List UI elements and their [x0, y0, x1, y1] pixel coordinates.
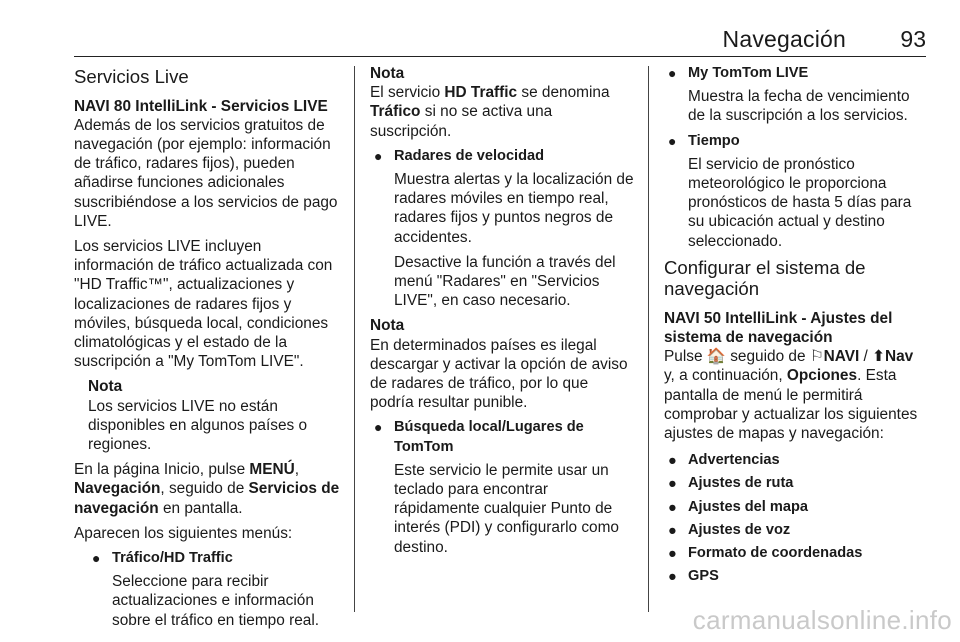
bullet-icon: ● [668, 499, 677, 516]
list-item [664, 567, 928, 586]
list-item [664, 64, 928, 126]
list-item-text: Este servicio le permite usar un teclado para encontrar rápidamente cualquier Punto de interés (PDI) y configurarlo como destino. [394, 461, 619, 556]
list-item-label: Ajustes de voz [688, 521, 791, 538]
list-item-label: Ajustes de ruta [688, 475, 794, 492]
column-divider-2 [648, 66, 649, 612]
column-2 [370, 64, 634, 563]
note-box [370, 64, 634, 141]
note-box [370, 316, 634, 412]
list-item-text: El servicio de pronóstico meteorológico le proporciona pronósticos de hasta 5 días para su ubicación actual y destino seleccionado. [688, 155, 912, 250]
column-3 [664, 64, 928, 590]
note-title: Nota [88, 378, 123, 396]
bullet-icon: ● [668, 522, 677, 539]
subsection-heading: NAVI 50 IntelliLink - Ajustes del sistema de navegación [664, 309, 893, 347]
note-title: Nota [370, 317, 405, 335]
nav-label: ⬆Nav [872, 348, 914, 366]
paragraph: Aparecen los siguientes menús: [74, 524, 293, 542]
list-item-label: GPS [688, 568, 719, 585]
paragraph: Los servicios LIVE incluyen información de tráfico actualizada con "HD Traffic™", actualizaciones y localizaciones de radares fijos y móviles, búsqueda local, condiciones climatológicas y el estado de la suscripción a "My TomTom LIVE". [74, 237, 333, 371]
section-heading: Servicios Live [74, 66, 189, 87]
note-text: En determinados países es ilegal descargar y activar la opción de aviso de radares de tráfico, por lo que podría resultar punible. [370, 336, 628, 412]
bullet-icon: ● [92, 549, 101, 566]
list-item-title: Tiempo [688, 132, 740, 149]
subsection-heading: NAVI 80 IntelliLink - Servicios LIVE [74, 97, 328, 115]
page-header [74, 26, 926, 56]
list-item-label: Advertencias [688, 452, 780, 469]
bullet-icon: ● [668, 132, 677, 149]
section-heading: Configurar el sistema de navegación [664, 256, 866, 300]
list-item-text: Desactive la función a través del menú "Radares" en "Servicios LIVE", en caso necesario. [394, 253, 616, 310]
settings-list [664, 451, 928, 586]
list-item [664, 474, 928, 493]
list-item [74, 549, 344, 630]
list-item-text: Seleccione para recibir actualizaciones e información sobre el tráfico en tiempo real. [112, 573, 320, 629]
list-item-title: My TomTom LIVE [688, 65, 809, 81]
note-text: El servicio HD Traffic se denomina Tráfico si no se activa una suscripción. [370, 84, 610, 140]
list-item [664, 132, 928, 251]
list-item [664, 498, 928, 517]
bullet-icon: ● [374, 419, 383, 436]
note-text: Los servicios LIVE no están disponibles en algunos países o regiones. [88, 397, 308, 453]
watermark: carmanualsonline.info [692, 605, 952, 635]
list-item-label: Ajustes del mapa [688, 498, 809, 515]
list-item [370, 147, 634, 311]
home-icon: 🏠 [706, 348, 726, 366]
list-item-text: Muestra alertas y la localización de radares móviles en tiempo real, radares fijos y puntos negros de accidentes. [394, 171, 634, 246]
bullet-icon: ● [668, 65, 677, 81]
bullet-icon: ● [668, 569, 677, 586]
navi-label: ⚐NAVI [809, 348, 860, 366]
column-divider-1 [354, 66, 355, 612]
list-item [664, 544, 928, 563]
paragraph: Además de los servicios gratuitos de navegación (por ejemplo: información de tráfico, radares fijos), pueden añadirse funciones adicionales suscribiéndose a los servicios de pago LIVE. [74, 116, 338, 230]
column-1 [74, 64, 344, 636]
list-item [370, 418, 634, 556]
bullet-icon: ● [668, 453, 677, 470]
paragraph: Pulse 🏠 seguido de ⚐NAVI / ⬆Nav y, a continuación, Opciones. Esta pantalla de menú le permitirá comprobar y actualizar los siguientes ajustes de mapas y navegación: [664, 348, 918, 443]
list-item-title: Tráfico/HD Traffic [112, 549, 233, 566]
page-title: Navegación [722, 26, 846, 52]
list-item-title: Radares de velocidad [394, 147, 545, 164]
paragraph: En la página Inicio, pulse MENÚ, Navegación, seguido de Servicios de navegación en pantalla. [74, 461, 340, 517]
bullet-icon: ● [668, 476, 677, 493]
header-rule [74, 56, 926, 57]
bullet-icon: ● [374, 147, 383, 164]
bullet-icon: ● [668, 546, 677, 563]
note-title: Nota [370, 65, 405, 82]
list-item-title: Búsqueda local/Lugares de TomTom [394, 419, 584, 455]
list-item [664, 521, 928, 540]
note-box [88, 377, 344, 454]
page-number: 93 [900, 26, 926, 52]
list-item-label: Formato de coordenadas [688, 545, 863, 562]
list-item-text: Muestra la fecha de vencimiento de la suscripción a los servicios. [688, 88, 910, 125]
list-item [664, 451, 928, 470]
